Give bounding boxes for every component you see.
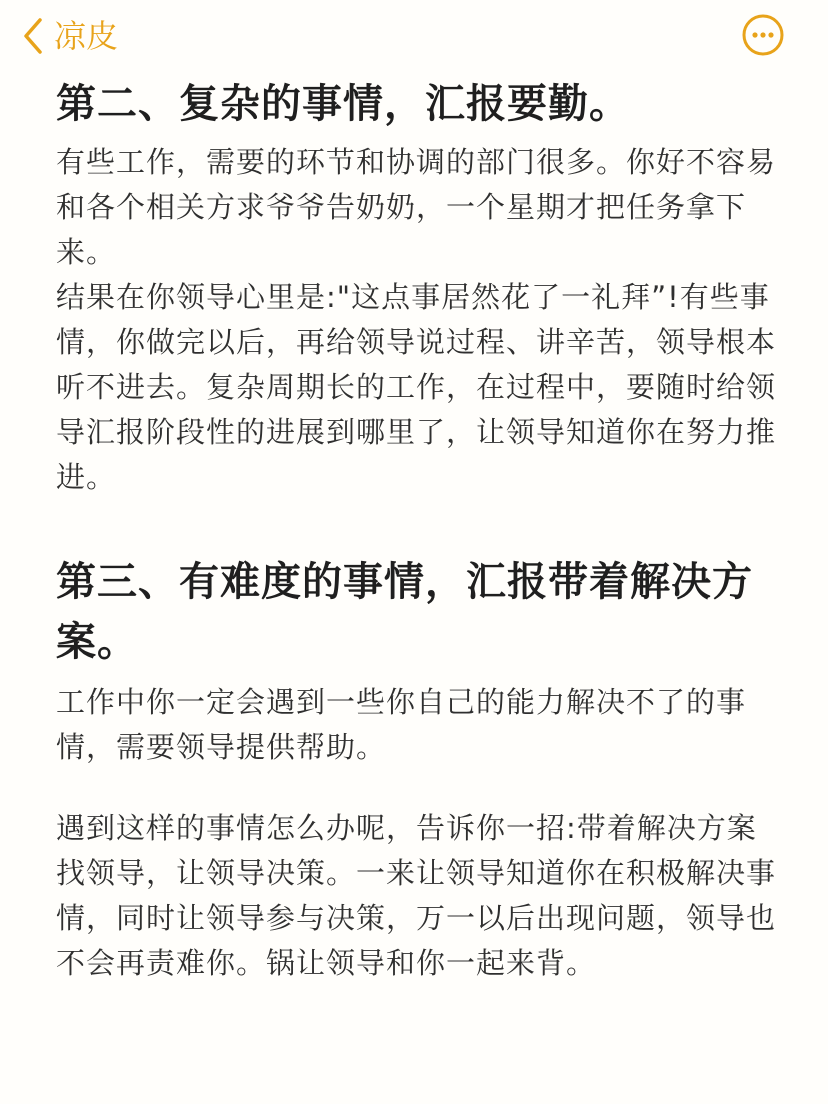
top-navigation-bar (0, 0, 828, 72)
chevron-left-icon (22, 17, 44, 55)
back-button[interactable] (22, 12, 118, 60)
more-options-button[interactable] (742, 14, 784, 56)
section-2-paragraph-2: 结果在你领导心里是:"这点事居然花了一礼拜”!有些事情，你做完以后，再给领导说过程、讲辛苦，领导根本听不进去。复杂周期长的工作，在过程中，要随时给领导汇报阶段性的进展到哪里了，让领导知道你在努力推进。 (56, 280, 777, 494)
more-horizontal-icon (742, 14, 784, 56)
back-label: 凉皮 (54, 17, 119, 55)
note-content (56, 74, 786, 986)
section-3-paragraph-1: 工作中你一定会遇到一些你自己的能力解决不了的事情，需要领导提供帮助。 (56, 685, 747, 764)
section-3-paragraph-2: 遇到这样的事情怎么办呢，告诉你一招:带着解决方案找领导，让领导决策。一来让领导知道你在积极解决事情，同时让领导参与决策，万一以后出现问题，领导也不会再责难你。锅让领导和你一起来背。 (56, 811, 777, 980)
section-2-heading: 第二、复杂的事情，汇报要勤。 (56, 81, 630, 127)
section-2-paragraph-1: 有些工作，需要的环节和协调的部门很多。你好不容易和各个相关方求爷爷告奶奶，一个星期才把任务拿下来。 (56, 145, 777, 269)
section-3-heading: 第三、有难度的事情，汇报带着解决方案。 (56, 559, 753, 665)
